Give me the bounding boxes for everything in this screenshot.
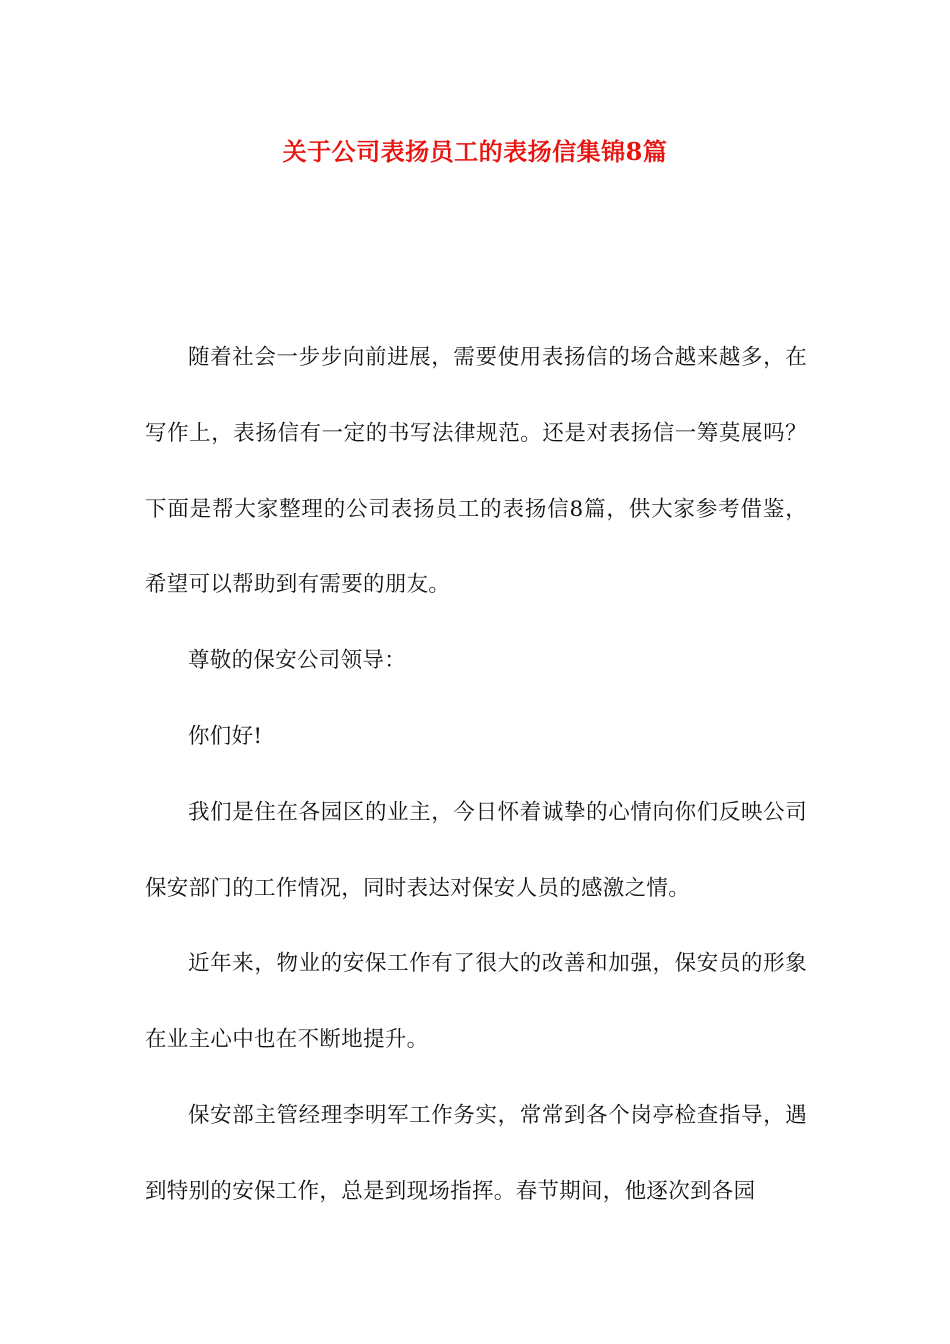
- paragraph-intro: 随着社会一步步向前进展，需要使用表扬信的场合越来越多，在写作上，表扬信有一定的书写法律规范。还是对表扬信一筹莫展吗？下面是帮大家整理的公司表扬员工的表扬信8篇，供大家参考借鉴，希望可以帮助到有需要的朋友。: [145, 345, 807, 598]
- paragraph-greeting: 你们好!: [188, 723, 263, 749]
- paragraph-salutation: 尊敬的保安公司领导：: [188, 648, 407, 674]
- paragraph-body-2: 近年来，物业的安保工作有了很大的改善和加强，保安员的形象在业主心中也在不断地提升。: [145, 951, 807, 1053]
- paragraph-body-1: 我们是住在各园区的业主，今日怀着诚挚的心情向你们反映公司保安部门的工作情况，同时表达对保安人员的感激之情。: [145, 799, 807, 901]
- document-title: 关于公司表扬员工的表扬信集锦8篇: [282, 137, 668, 166]
- document-body: [145, 320, 807, 1230]
- paragraph-body-3: 保安部主管经理李明军工作务实，常常到各个岗亭检查指导，遇到特别的安保工作，总是到现场指挥。春节期间，他逐次到各园: [145, 1102, 807, 1204]
